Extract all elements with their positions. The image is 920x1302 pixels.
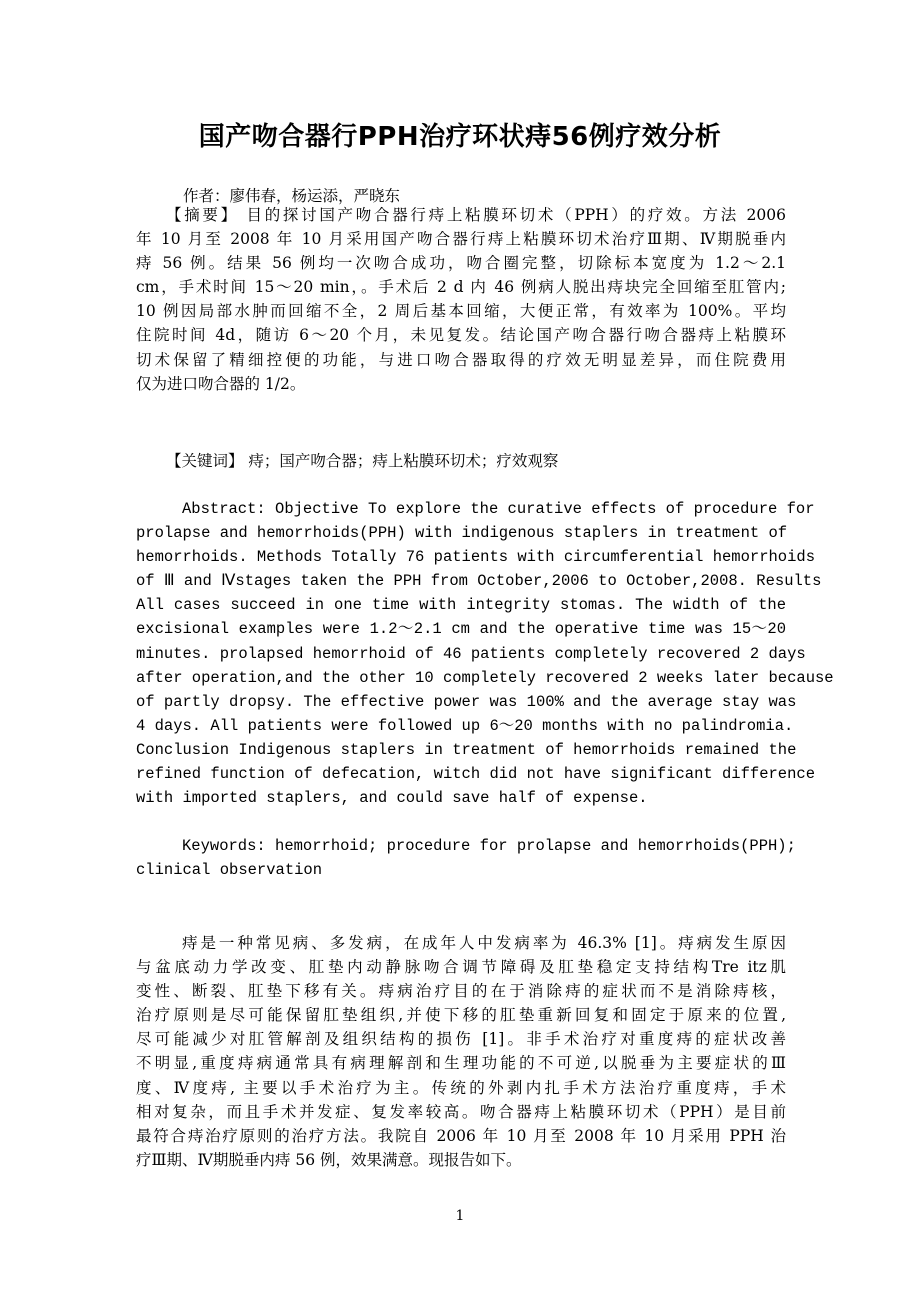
text-line: 切术保留了精细控便的功能，与进口吻合器取得的疗效无明显差异，而住院费用	[136, 350, 786, 369]
text-line: 尽可能减少对肛管解剖及组织结构的损伤 [1]。非手术治疗对重度痔的症状改善	[136, 1030, 786, 1049]
text-line: 度、Ⅳ度痔, 主要以手术治疗为主。传统的外剥内扎手术方法治疗重度痔，手术	[136, 1078, 786, 1097]
text-line: 疗Ⅲ期、Ⅳ期脱垂内痔 56 例，效果满意。现报告如下。	[136, 1150, 522, 1169]
text-line: of partly dropsy. The effective power was 100% and the average stay was	[136, 692, 797, 711]
text-line: 变性、断裂、肛垫下移有关。痔病治疗目的在于消除痔的症状而不是消除痔核，	[136, 982, 786, 1001]
abstract-en	[136, 497, 834, 810]
abstract-cn	[136, 203, 786, 396]
text-line: 【摘要】 目的探讨国产吻合器行痔上粘膜环切术（PPH）的疗效。方法 2006	[166, 206, 786, 224]
text-line: with imported staplers, and could save half of expense.	[136, 789, 648, 808]
document-title: 国产吻合器行PPH治疗环状痔56例疗效分析	[198, 122, 722, 152]
text-line: Conclusion Indigenous staplers in treatment of hemorrhoids remained the	[136, 740, 797, 759]
page-number: 1	[455, 1208, 465, 1224]
text-line: Keywords: hemorrhoid; procedure for prolapse and hemorrhoids(PPH);	[182, 837, 796, 855]
text-line: prolapse and hemorrhoids(PPH) with indigenous staplers in treatment of	[136, 524, 788, 543]
text-line: 4 days. All patients were followed up 6～20 months with no palindromia.	[136, 716, 794, 735]
text-line: Abstract: Objective To explore the curative effects of procedure for	[182, 500, 815, 518]
text-line: excisional examples were 1.2～2.1 cm and the operative time was 15～20	[136, 620, 786, 639]
text-line: of Ⅲ and Ⅳstages taken the PPH from October,2006 to October,2008. Results	[136, 572, 822, 591]
text-line: 痔 56 例。结果 56 例均一次吻合成功，吻合圈完整，切除标本宽度为 1.2～2.1	[136, 254, 786, 273]
keywords-en	[136, 834, 796, 882]
text-line: 痔是一种常见病、多发病，在成年人中发病率为 46.3% [1]。痔病发生原因	[182, 934, 786, 952]
text-line: 治疗原则是尽可能保留肛垫组织,并使下移的肛垫重新回复和固定于原来的位置,	[136, 1006, 786, 1025]
intro-paragraph	[136, 931, 786, 1172]
text-line: 最符合痔治疗原则的治疗方法。我院自 2006 年 10 月至 2008 年 10 月采用 PPH 治	[136, 1126, 786, 1145]
text-line: 仅为进口吻合器的 1/2。	[136, 374, 306, 393]
text-line: All cases succeed in one time with integrity stomas. The width of the	[136, 596, 786, 615]
text-line: 与盆底动力学改变、肛垫内动静脉吻合调节障碍及肛垫稳定支持结构Tre itz肌	[136, 958, 786, 977]
author-line: 作者：廖伟春，杨运添，严晓东	[183, 187, 401, 205]
text-line: hemorrhoids. Methods Totally 76 patients with circumferential hemorrhoids	[136, 548, 816, 567]
text-line: after operation,and the other 10 completely recovered 2 weeks later because	[136, 668, 834, 687]
keywords-cn-text: 【关键词】 痔；国产吻合器；痔上粘膜环切术；疗效观察	[166, 452, 559, 470]
text-line: clinical observation	[136, 861, 323, 880]
text-line: 不明显,重度痔病通常具有病理解剖和生理功能的不可逆,以脱垂为主要症状的Ⅲ	[136, 1054, 786, 1073]
text-line: 年 10 月至 2008 年 10 月采用国产吻合器行痔上粘膜环切术治疗Ⅲ期、Ⅳ期脱垂内	[136, 230, 786, 249]
text-line: refined function of defecation, witch did not have significant difference	[136, 765, 816, 784]
text-line: cm，手术时间 15～20 min，。手术后 2 d 内 46 例病人脱出痔块完全回缩至肛管内;	[136, 278, 786, 297]
text-line: 住院时间 4d，随访 6～20 个月，未见复发。结论国产吻合器行吻合器痔上粘膜环	[136, 326, 786, 345]
text-line: minutes. prolapsed hemorrhoid of 46 patients completely recovered 2 days	[136, 644, 806, 663]
keywords-cn	[136, 449, 786, 473]
text-line: 相对复杂，而且手术并发症、复发率较高。吻合器痔上粘膜环切术（PPH）是目前	[136, 1102, 786, 1121]
text-line: 10 例因局部水肿而回缩不全，2 周后基本回缩，大便正常，有效率为 100%。平均	[136, 302, 786, 321]
